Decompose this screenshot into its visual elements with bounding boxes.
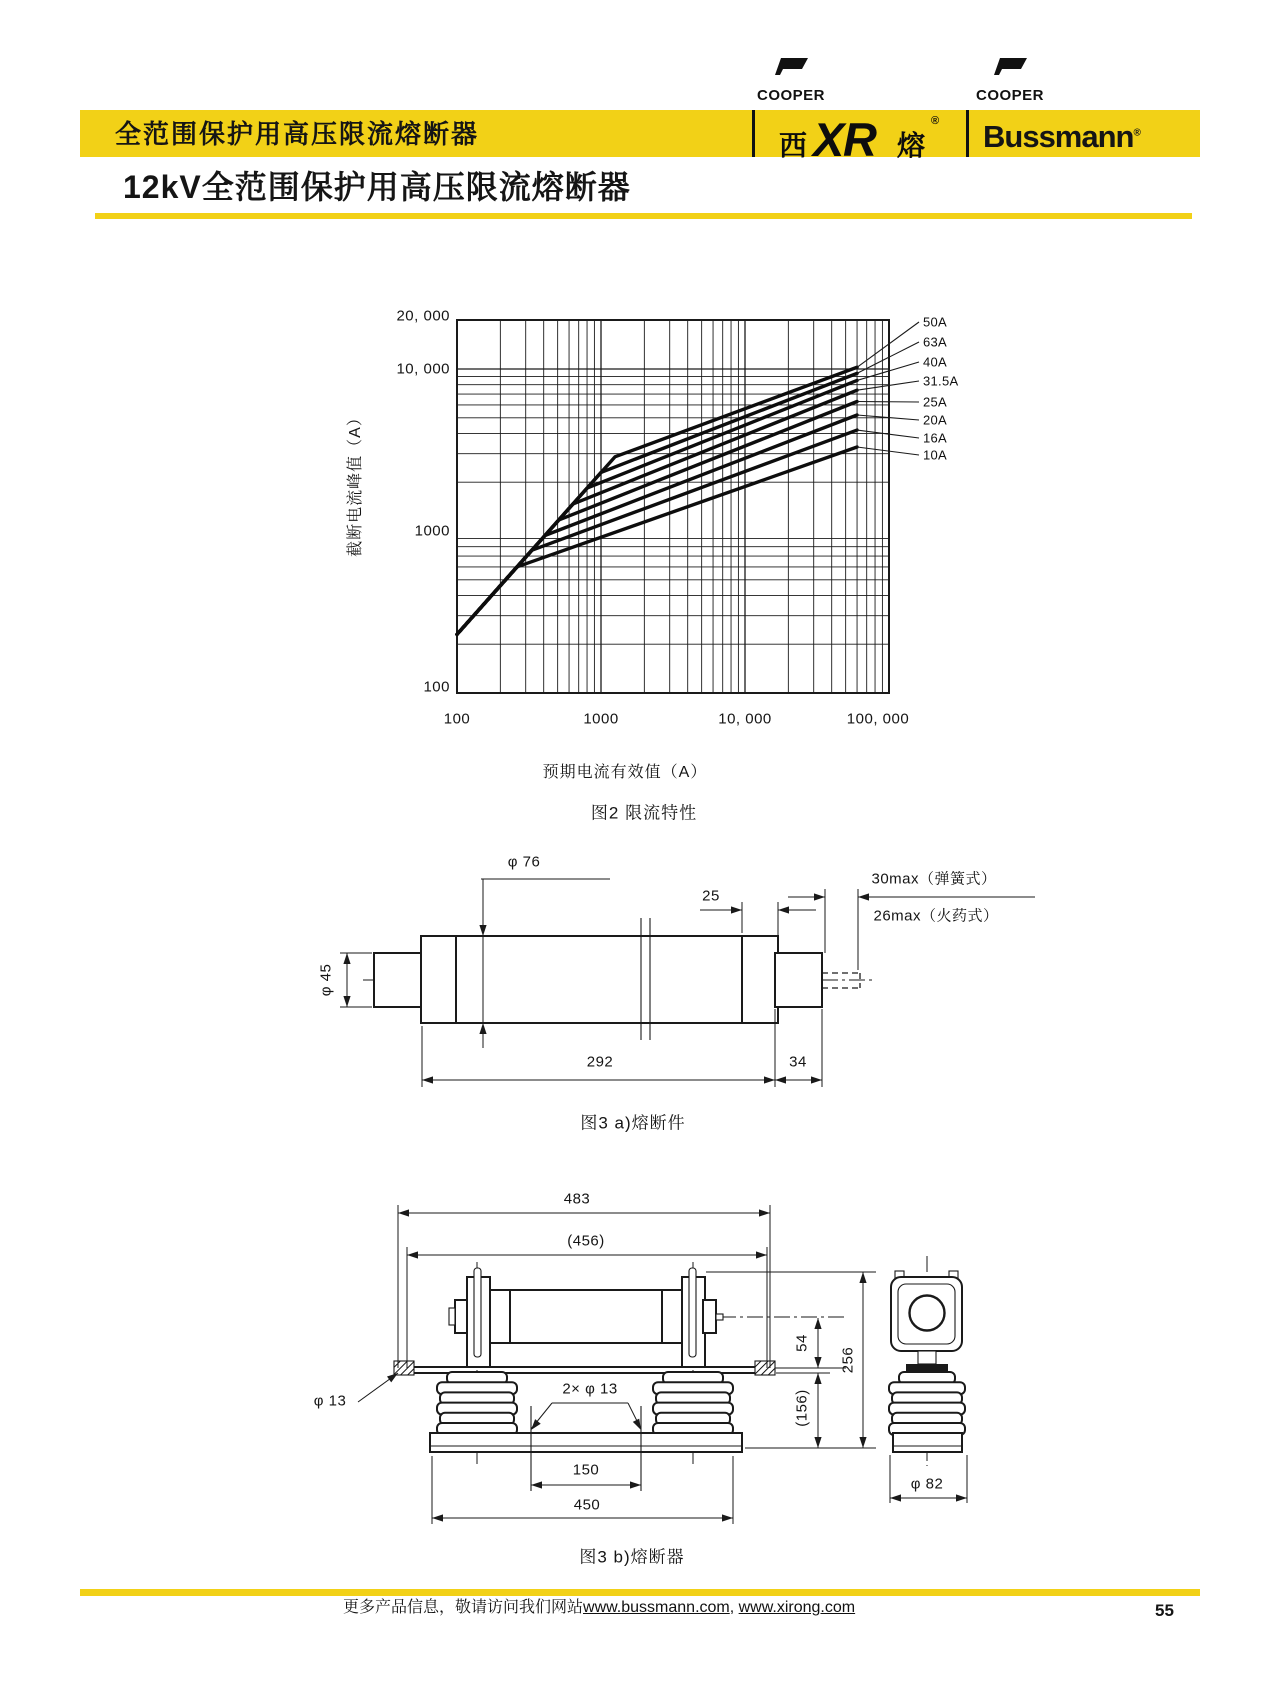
dim-2xdia13: 2× φ 13: [562, 1380, 618, 1398]
curve-label-16A: 16A: [923, 430, 948, 446]
dim-156: (156): [793, 1389, 811, 1427]
x-tick-label: 10, 000: [718, 710, 772, 728]
dim-25: 25: [702, 887, 720, 905]
footer-info-text: 更多产品信息，敬请访问我们网站: [343, 1599, 584, 1616]
dim-483: 483: [563, 1190, 591, 1208]
figure3b-caption: 图3 b)熔断器: [579, 1547, 685, 1567]
curve-label-10A: 10A: [923, 447, 948, 463]
curve-label-63A: 63A: [923, 334, 948, 350]
bussmann-logo: [983, 121, 1140, 152]
footer-yellow-line: [80, 1589, 1200, 1596]
dim-150: 150: [572, 1461, 600, 1479]
xirong-logo-right-char: 熔: [897, 130, 926, 161]
logo-separator: [752, 110, 755, 157]
cooper-flag-icon: [772, 56, 812, 76]
x-axis-title: 预期电流有效值（A）: [542, 764, 708, 781]
logo-separator: [966, 110, 969, 157]
bussmann-wordmark: Bussmann: [983, 119, 1134, 154]
cooper-flag-icon: [991, 56, 1031, 76]
dim-dia82: φ 82: [910, 1475, 944, 1493]
page-number: 55: [1155, 1601, 1174, 1620]
y-tick-label: 10, 000: [396, 360, 450, 378]
dim-292: 292: [586, 1053, 614, 1071]
dim-dia76: φ 76: [507, 853, 541, 871]
registered-mark: ®: [931, 115, 940, 127]
title-underline: [95, 213, 1192, 219]
y-tick-label: 100: [423, 678, 450, 696]
cooper-logo-text: COOPER: [757, 87, 826, 104]
dim-dia13: φ 13: [313, 1392, 347, 1410]
dim-dia45: φ 45: [317, 963, 335, 997]
bussmann-website-link[interactable]: www.bussmann.com: [583, 1599, 730, 1616]
registered-mark: ®: [1133, 127, 1140, 139]
dim-30max: 30max（弹簧式）: [871, 870, 997, 888]
dim-54: 54: [793, 1334, 811, 1352]
curve-label-40A: 40A: [923, 354, 948, 370]
footer-info: [343, 1600, 855, 1616]
dim-34: 34: [789, 1053, 807, 1071]
x-tick-label: 1000: [583, 710, 619, 728]
curve-label-20A: 20A: [923, 412, 948, 428]
x-tick-label: 100: [443, 710, 471, 728]
curve-label-25A: 25A: [923, 394, 948, 410]
dim-456: (456): [567, 1232, 605, 1250]
curve-label-50A: 50A: [923, 314, 948, 330]
dim-256: 256: [839, 1346, 857, 1374]
page-title: 12kV全范围保护用高压限流熔断器: [123, 169, 631, 205]
y-tick-label: 1000: [414, 522, 450, 540]
y-tick-label: 20, 000: [396, 307, 450, 325]
figure3a-caption: 图3 a)熔断件: [580, 1113, 686, 1133]
xirong-logo-r: R: [843, 113, 877, 166]
cooper-logo-text: COOPER: [976, 87, 1045, 104]
header-category-label: 全范围保护用高压限流熔断器: [115, 119, 480, 149]
dim-450: 450: [573, 1496, 601, 1514]
figure2-caption: 图2 限流特性: [590, 803, 698, 823]
x-tick-label: 100, 000: [846, 710, 910, 728]
y-axis-title: 截断电流峰值（A）: [347, 409, 364, 557]
footer-link-separator: ,: [729, 1599, 739, 1616]
xirong-logo-x: X: [813, 113, 845, 166]
curve-label-31.5A: 31.5A: [923, 373, 959, 389]
xirong-website-link[interactable]: www.xirong.com: [738, 1599, 856, 1616]
xirong-logo-left-char: 西: [779, 130, 808, 161]
dim-26max: 26max（火药式）: [873, 907, 999, 925]
